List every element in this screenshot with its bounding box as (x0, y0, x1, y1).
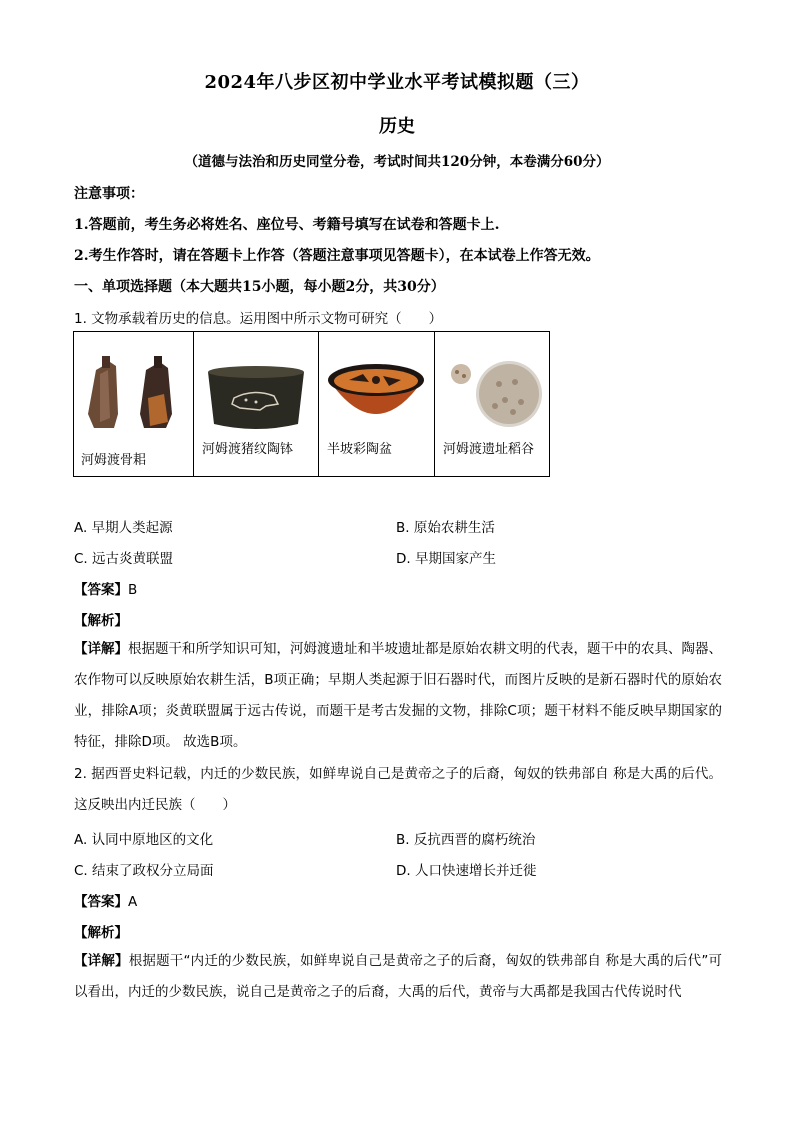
q1-option-a[interactable]: A. 早期人类起源 (74, 520, 173, 536)
relic-caption: 河姆渡骨耜 (81, 453, 147, 468)
painted-pottery-basin-image (319, 358, 434, 438)
relic-caption: 河姆渡猪纹陶钵 (202, 442, 294, 457)
q1-answer (74, 578, 137, 598)
q1-option-d[interactable]: D. 早期国家产生 (396, 551, 496, 567)
relic-cell-painted-basin (319, 332, 434, 476)
answer-label: 【答案】 (74, 894, 128, 910)
notice-item-2: 2.考生作答时，请在答题卡上作答（答题注意事项见答题卡），在本试卷上作答无效。 (74, 248, 600, 264)
section-heading: 一、单项选择题（本大题共15小题，每小题2分，共30分） (74, 279, 445, 295)
detail-text: 根据题干“内迁的少数民族，如鲜卑说自己是黄帝之子的后裔，匈奴的铁弗部自 称是大禹的后代”可以看出，内迁的少数民族，说自己是黄帝之子的后裔，大禹的后代，黄帝与大禹都是我国古代传说时代 (74, 953, 723, 1000)
q1-option-c[interactable]: C. 远古炎黄联盟 (74, 551, 174, 567)
subject-title: 历史 (379, 116, 415, 137)
detail-label: 【详解】 (74, 641, 128, 657)
q1-option-b[interactable]: B. 原始农耕生活 (396, 520, 495, 536)
q2-analysis-label: 【解析】 (74, 925, 128, 941)
exam-title: 2024年八步区初中学业水平考试模拟题（三） (204, 72, 590, 93)
q2-answer (74, 890, 137, 910)
q1-stem: 1. 文物承载着历史的信息。运用图中所示文物可研究（ ） (74, 311, 443, 327)
relic-caption: 河姆渡遗址稻谷 (443, 442, 535, 457)
rice-grain-image (435, 354, 549, 434)
relic-cell-rice (435, 332, 549, 476)
detail-label: 【详解】 (74, 953, 129, 969)
answer-value: B (128, 582, 138, 598)
answer-label: 【答案】 (74, 582, 128, 598)
relic-table (73, 331, 550, 477)
q2-option-c[interactable]: C. 结束了政权分立局面 (74, 863, 214, 879)
relic-cell-pig-pottery (194, 332, 318, 476)
q1-detail (74, 634, 722, 758)
detail-text: 根据题干和所学知识可知，河姆渡遗址和半坡遗址都是原始农耕文明的代表，题干中的农具、陶器、农作物可以反映原始农耕生活，B项正确；早期人类起源于旧石器时代，而图片反映的是新石器时代的原始农业，排除A项；炎黄联盟属于远古传说，而题干是考古发掘的文物，排除C项；题干材料不能反映早期国家的特征，排除D项。 故选B项。 (74, 641, 722, 750)
q2-option-a[interactable]: A. 认同中原地区的文化 (74, 832, 214, 848)
q2-option-b[interactable]: B. 反抗西晋的腐朽统治 (396, 832, 536, 848)
notice-heading: 注意事项： (74, 186, 144, 202)
pig-pattern-pottery-image (194, 362, 318, 442)
notice-item-1: 1.答题前，考生务必将姓名、座位号、考籍号填写在试卷和答题卡上. (74, 217, 500, 233)
q2-detail (74, 946, 722, 1008)
exam-note: （道德与法治和历史同堂分卷，考试时间共120分钟，本卷满分60分） (184, 154, 610, 170)
q2-option-d[interactable]: D. 人口快速增长并迁徙 (396, 863, 537, 879)
bone-spade-image (74, 344, 193, 439)
q1-analysis-label: 【解析】 (74, 613, 128, 629)
q2-stem: 2. 据西晋史料记载，内迁的少数民族，如鲜卑说自己是黄帝之子的后裔，匈奴的铁弗部自 称是大禹的后代。这反映出内迁民族（ ） (74, 766, 722, 813)
relic-caption: 半坡彩陶盆 (327, 442, 393, 457)
answer-value: A (128, 894, 138, 910)
relic-cell-bone-spade (74, 332, 193, 476)
